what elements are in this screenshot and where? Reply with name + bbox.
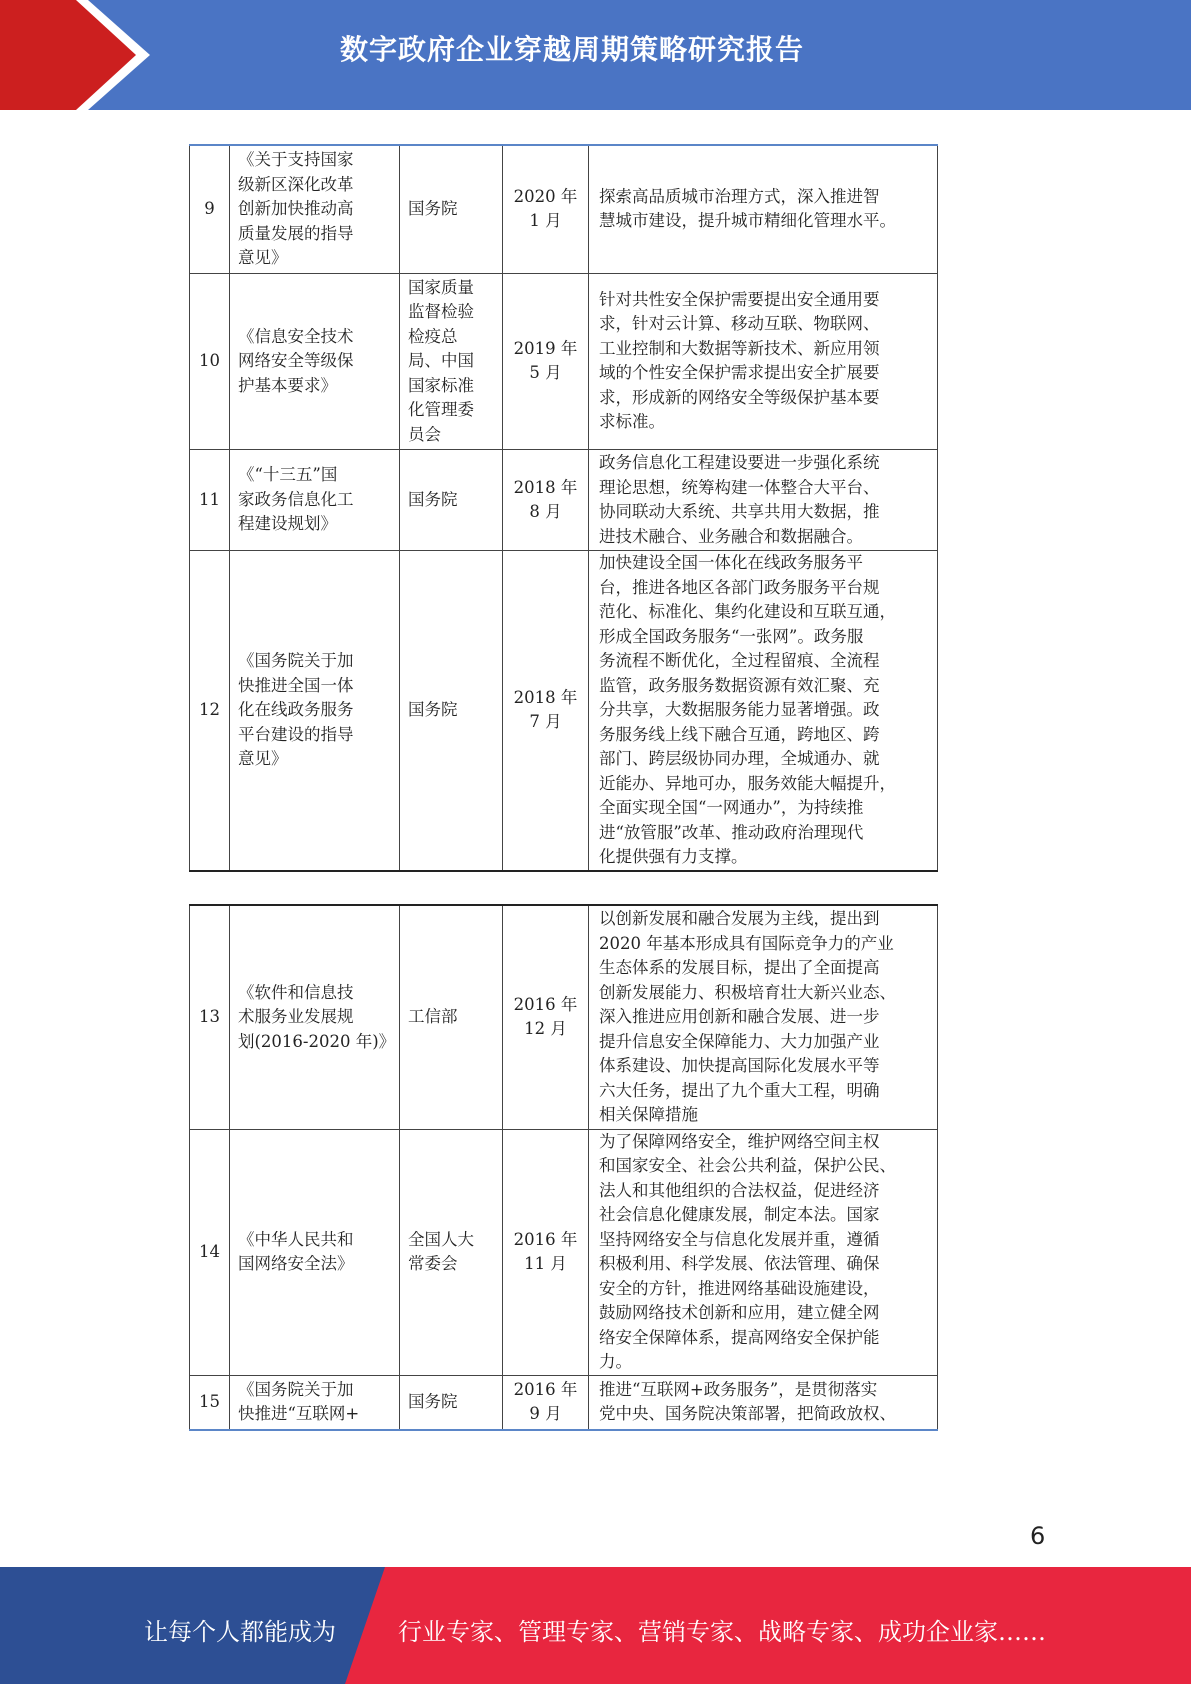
table-row <box>190 273 938 450</box>
policy-content: 探索高品质城市治理方式，深入推进智 慧城市建设，提升城市精细化管理水平。 <box>589 145 938 273</box>
header-chevron-decoration <box>0 0 150 110</box>
table-row <box>190 551 938 871</box>
issuing-body: 国家质量 监督检验 检疫总 局、中国 国家标准 化管理委 员会 <box>400 273 503 450</box>
issuing-body: 国务院 <box>400 145 503 273</box>
policy-name: 《信息安全技术 网络安全等级保 护基本要求》 <box>230 273 400 450</box>
issue-date: 2018 年 7 月 <box>503 551 589 871</box>
report-title: 数字政府企业穿越周期策略研究报告 <box>340 33 805 66</box>
footer-slogan-left: 让每个人都能成为 <box>144 1618 336 1646</box>
issuing-body: 国务院 <box>400 551 503 871</box>
footer-slogan-right: 行业专家、管理专家、营销专家、战略专家、成功企业家…… <box>398 1618 1046 1646</box>
policy-name: 《国务院关于加 快推进全国一体 化在线政务服务 平台建设的指导 意见》 <box>230 551 400 871</box>
policy-table-bottom <box>189 904 938 1431</box>
table-row <box>190 1375 938 1430</box>
table-row <box>190 1129 938 1375</box>
page-header <box>0 0 1191 110</box>
policy-name: 《“十三五”国 家政务信息化工 程建设规划》 <box>230 450 400 551</box>
policy-name: 《关于支持国家 级新区深化改革 创新加快推动高 质量发展的指导 意见》 <box>230 145 400 273</box>
policy-content: 推进“互联网+政务服务”，是贯彻落实 党中央、国务院决策部署，把简政放权、 <box>589 1375 938 1430</box>
issue-date: 2020 年 1 月 <box>503 145 589 273</box>
row-number: 11 <box>190 450 230 551</box>
row-number: 9 <box>190 145 230 273</box>
policy-name: 《软件和信息技 术服务业发展规 划(2016-2020 年)》 <box>230 905 400 1129</box>
table-row <box>190 145 938 273</box>
row-number: 12 <box>190 551 230 871</box>
issue-date: 2018 年 8 月 <box>503 450 589 551</box>
page-footer <box>0 1567 1191 1684</box>
policy-content: 加快建设全国一体化在线政务服务平 台，推进各地区各部门政务服务平台规 范化、标准化、集约化建设和互联互通， 形成全国政务服务“一张网”。政务服 务流程不断优化，全过程留痕、全流程 监管，政务服务数据资源有效汇聚、充 分共享，大数据服务能力显著增强。政 务服务线上线下融合互通，跨地区、跨 部门、跨层级协同办理，全城通办、就 近能办、异地可办，服务效能大幅提升， 全面实现全国“一网通办”，为持续推 进“放管服”改革、推动政府治理现代 化提供强有力支撑。 <box>589 551 938 871</box>
table-row <box>190 905 938 1129</box>
table-row <box>190 450 938 551</box>
issue-date: 2016 年 9 月 <box>503 1375 589 1430</box>
policy-content: 为了保障网络安全，维护网络空间主权 和国家安全、社会公共利益，保护公民、 法人和其他组织的合法权益，促进经济 社会信息化健康发展，制定本法。国家 坚持网络安全与信息化发展并重，遵循 积极利用、科学发展、依法管理、确保 安全的方针，推进网络基础设施建设， 鼓励网络技术创新和应用，建立健全网 络安全保障体系，提高网络安全保护能 力。 <box>589 1129 938 1375</box>
row-number: 14 <box>190 1129 230 1375</box>
page-number: 6 <box>1030 1522 1046 1550</box>
policy-content: 政务信息化工程建设要进一步强化系统 理论思想，统筹构建一体整合大平台、 协同联动大系统、共享共用大数据，推 进技术融合、业务融合和数据融合。 <box>589 450 938 551</box>
policy-table-top <box>189 144 938 872</box>
policy-content: 以创新发展和融合发展为主线，提出到 2020 年基本形成具有国际竞争力的产业 生态体系的发展目标，提出了全面提高 创新发展能力、积极培育壮大新兴业态、 深入推进应用创新和融合发展、进一步 提升信息安全保障能力、大力加强产业 体系建设、加快提高国际化发展水平等 六大任务，提出了九个重大工程，明确 相关保障措施 <box>589 905 938 1129</box>
row-number: 15 <box>190 1375 230 1430</box>
row-number: 13 <box>190 905 230 1129</box>
issuing-body: 国务院 <box>400 1375 503 1430</box>
issuing-body: 工信部 <box>400 905 503 1129</box>
policy-content: 针对共性安全保护需要提出安全通用要 求，针对云计算、移动互联、物联网、 工业控制和大数据等新技术、新应用领 域的个性安全保护需求提出安全扩展要 求，形成新的网络安全等级保护基本要 求标准。 <box>589 273 938 450</box>
issue-date: 2019 年 5 月 <box>503 273 589 450</box>
issue-date: 2016 年 11 月 <box>503 1129 589 1375</box>
issue-date: 2016 年 12 月 <box>503 905 589 1129</box>
policy-name: 《中华人民共和 国网络安全法》 <box>230 1129 400 1375</box>
issuing-body: 全国人大 常委会 <box>400 1129 503 1375</box>
policy-name: 《国务院关于加 快推进“互联网+ <box>230 1375 400 1430</box>
issuing-body: 国务院 <box>400 450 503 551</box>
row-number: 10 <box>190 273 230 450</box>
